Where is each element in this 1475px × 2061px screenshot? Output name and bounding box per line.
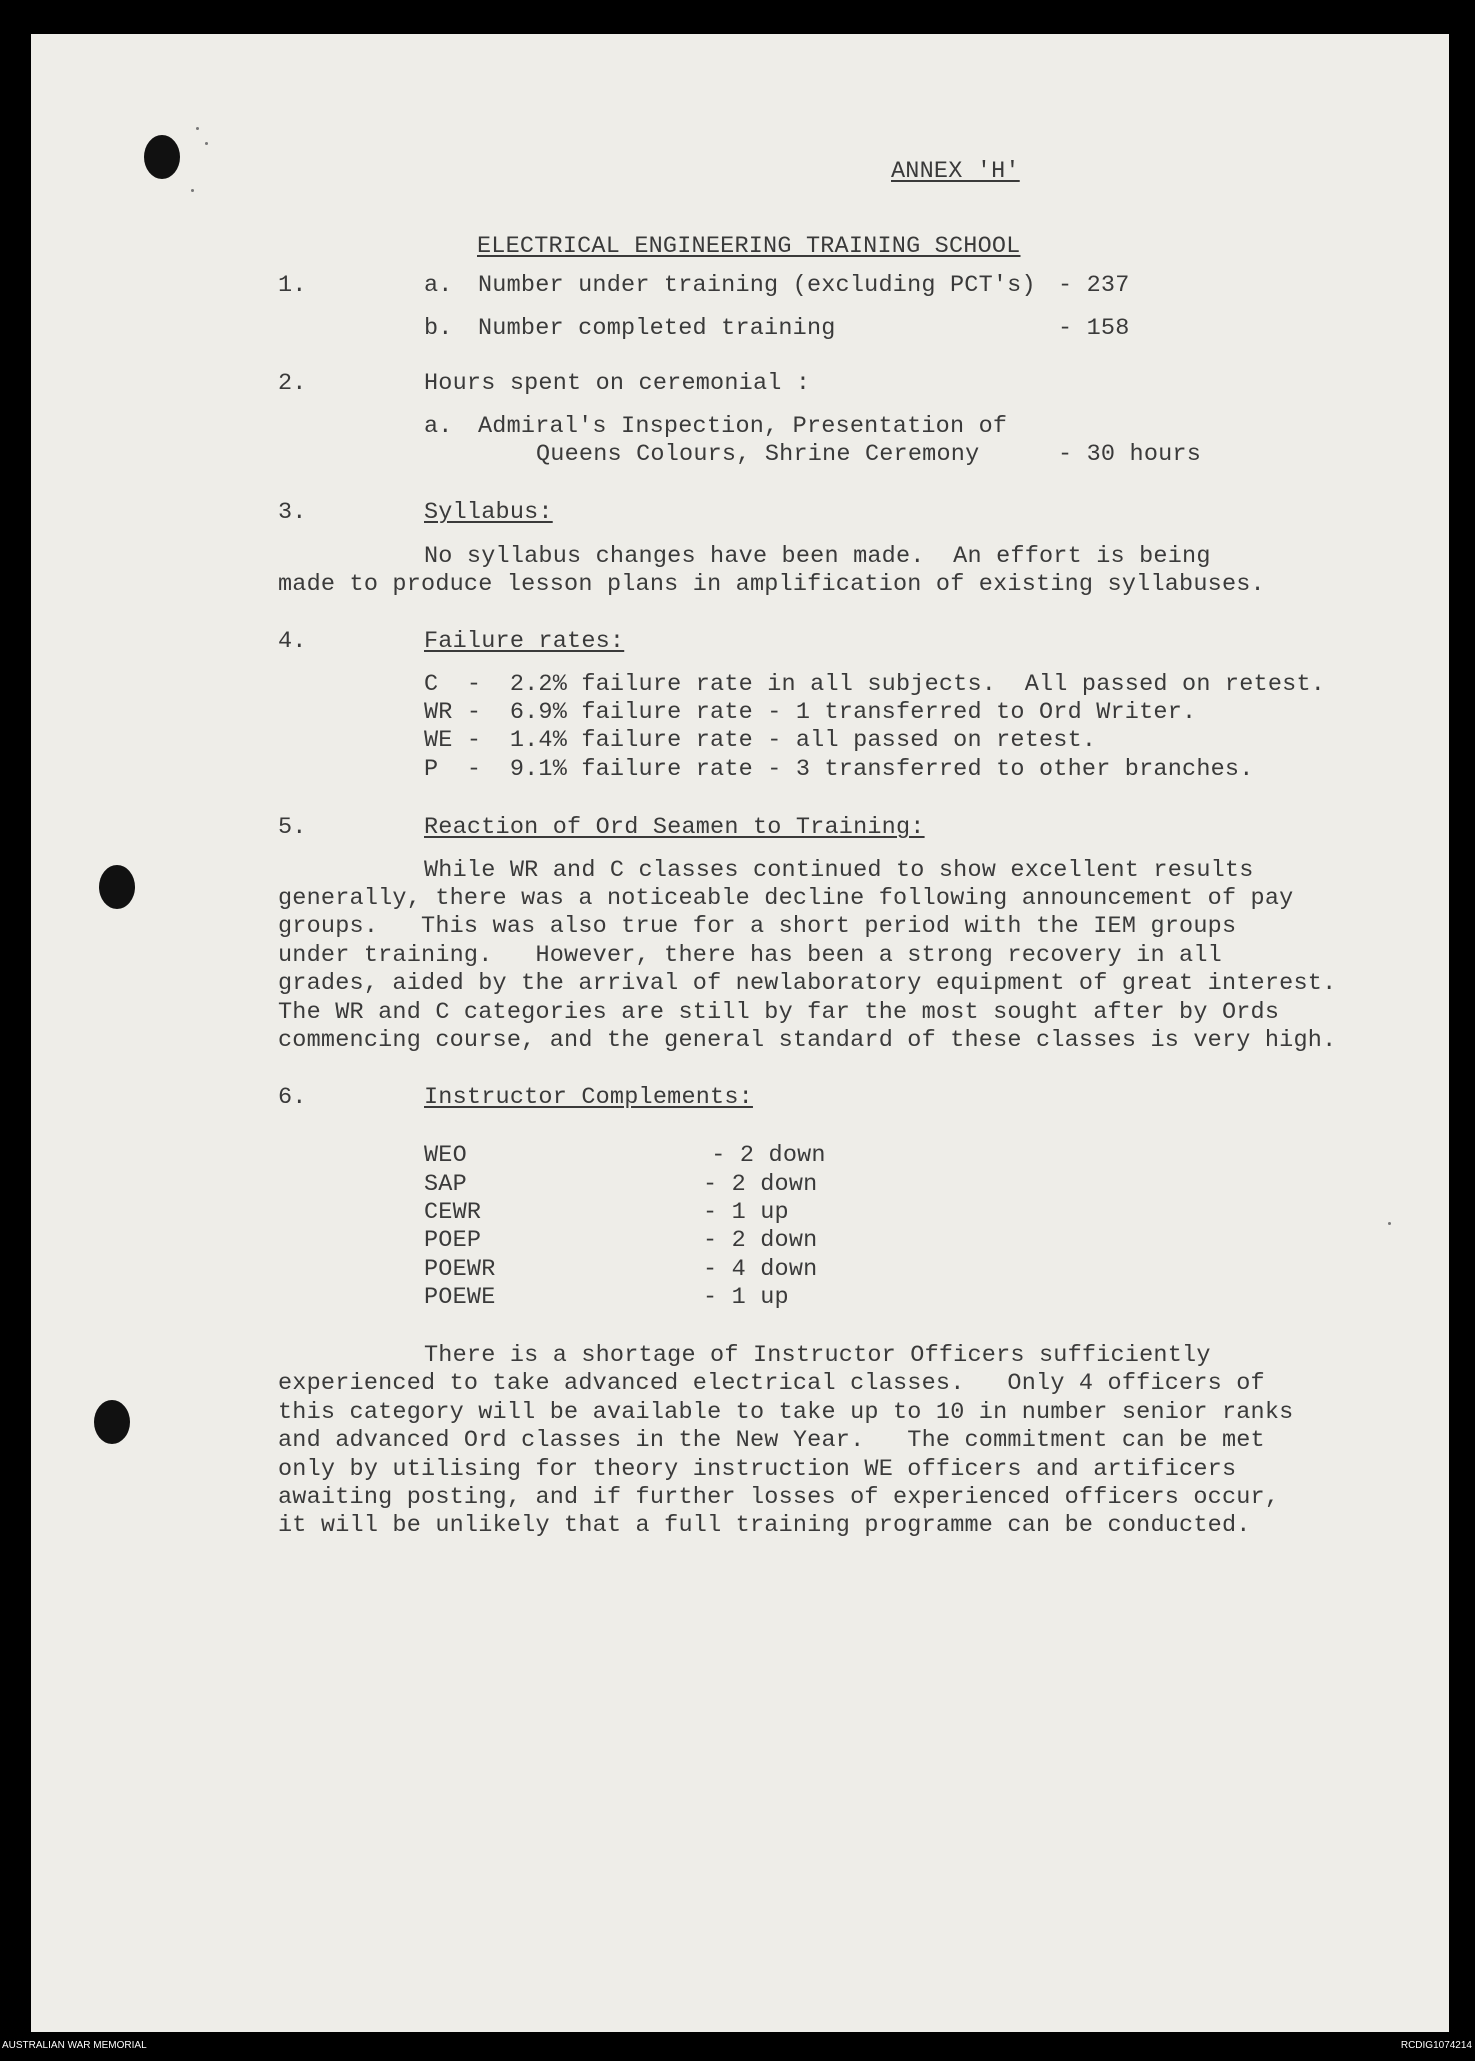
failure-rate-row: WE - 1.4% failure rate - all passed on retest. [424, 727, 1097, 754]
complement-code: POEP [424, 1227, 482, 1254]
paper-speck [1388, 1222, 1391, 1225]
failure-rate-row: P - 9.1% failure rate - 3 transferred to other branches. [424, 756, 1254, 783]
paragraph-line: under training. However, there has been a strong recovery in all [278, 942, 1222, 969]
section-heading: Instructor Complements: [424, 1084, 753, 1111]
complement-value: - 1 up [703, 1284, 789, 1311]
footer-record-id: RCDIG1074214 [1400, 2040, 1472, 2051]
paper-speck [196, 127, 199, 130]
complement-value: - 1 up [703, 1199, 789, 1226]
failure-rate-row: WR - 6.9% failure rate - 1 transferred to Ord Writer. [424, 699, 1197, 726]
footer-archive-name: AUSTRALIAN WAR MEMORIAL [2, 2040, 147, 2051]
section-heading: Syllabus: [424, 499, 553, 526]
item-text: Queens Colours, Shrine Ceremony [536, 441, 980, 468]
paragraph-line: grades, aided by the arrival of newlaboratory equipment of great interest. [278, 970, 1337, 997]
item-label: a. [424, 272, 453, 299]
item-label: b. [424, 315, 453, 342]
paper-speck [191, 189, 194, 192]
annex-label: ANNEX 'H' [891, 158, 1020, 185]
punch-hole [94, 1400, 130, 1444]
complement-value: - 4 down [703, 1256, 818, 1283]
paragraph-line: this category will be available to take up to 10 in number senior ranks [278, 1399, 1294, 1426]
paragraph-line: commencing course, and the general standard of these classes is very high. [278, 1027, 1337, 1054]
item-label: a. [424, 413, 453, 440]
section-number: 1. [278, 272, 307, 299]
punch-hole [144, 135, 180, 179]
item-text: Admiral's Inspection, Presentation of [478, 413, 1008, 440]
complement-code: CEWR [424, 1199, 482, 1226]
paragraph-line: only by utilising for theory instruction WE officers and artificers [278, 1456, 1237, 1483]
complement-value: - 2 down [697, 1142, 826, 1169]
document-page [31, 34, 1449, 2032]
item-value: - 30 hours [1058, 441, 1202, 468]
section-heading: Reaction of Ord Seamen to Training: [424, 814, 925, 841]
paragraph-line: No syllabus changes have been made. An effort is being [424, 543, 1211, 570]
section-heading: Failure rates: [424, 628, 625, 655]
item-text: Number under training (excluding PCT's) [478, 272, 1036, 299]
item-value: - 237 [1058, 272, 1130, 299]
section-number: 2. [278, 370, 307, 397]
section-heading: Hours spent on ceremonial : [424, 370, 811, 397]
paragraph-line: generally, there was a noticeable decline following announcement of pay [278, 885, 1294, 912]
section-number: 5. [278, 814, 307, 841]
complement-code: POEWE [424, 1284, 496, 1311]
paragraph-line: There is a shortage of Instructor Officers sufficiently [424, 1342, 1211, 1369]
punch-hole [99, 865, 135, 909]
paragraph-line: it will be unlikely that a full training programme can be conducted. [278, 1512, 1251, 1539]
section-number: 4. [278, 628, 307, 655]
complement-value: - 2 down [703, 1227, 818, 1254]
section-number: 3. [278, 499, 307, 526]
paragraph-line: While WR and C classes continued to show excellent results [424, 857, 1254, 884]
paragraph-line: awaiting posting, and if further losses of experienced officers occur, [278, 1484, 1280, 1511]
paragraph-line: The WR and C categories are still by far the most sought after by Ords [278, 999, 1280, 1026]
failure-rate-row: C - 2.2% failure rate in all subjects. All passed on retest. [424, 671, 1326, 698]
paragraph-line: made to produce lesson plans in amplification of existing syllabuses. [278, 571, 1265, 598]
paragraph-line: experienced to take advanced electrical classes. Only 4 officers of [278, 1370, 1265, 1397]
complement-code: POEWR [424, 1256, 496, 1283]
item-text: Number completed training [478, 315, 836, 342]
paper-speck [205, 142, 208, 145]
item-value: - 158 [1058, 315, 1130, 342]
complement-value: - 2 down [703, 1171, 818, 1198]
complement-code: SAP [424, 1171, 467, 1198]
paragraph-line: and advanced Ord classes in the New Year. The commitment can be met [278, 1427, 1265, 1454]
section-number: 6. [278, 1084, 307, 1111]
paragraph-line: groups. This was also true for a short period with the IEM groups [278, 913, 1237, 940]
complement-code: WEO [424, 1142, 467, 1169]
page-title: ELECTRICAL ENGINEERING TRAINING SCHOOL [477, 233, 1021, 260]
